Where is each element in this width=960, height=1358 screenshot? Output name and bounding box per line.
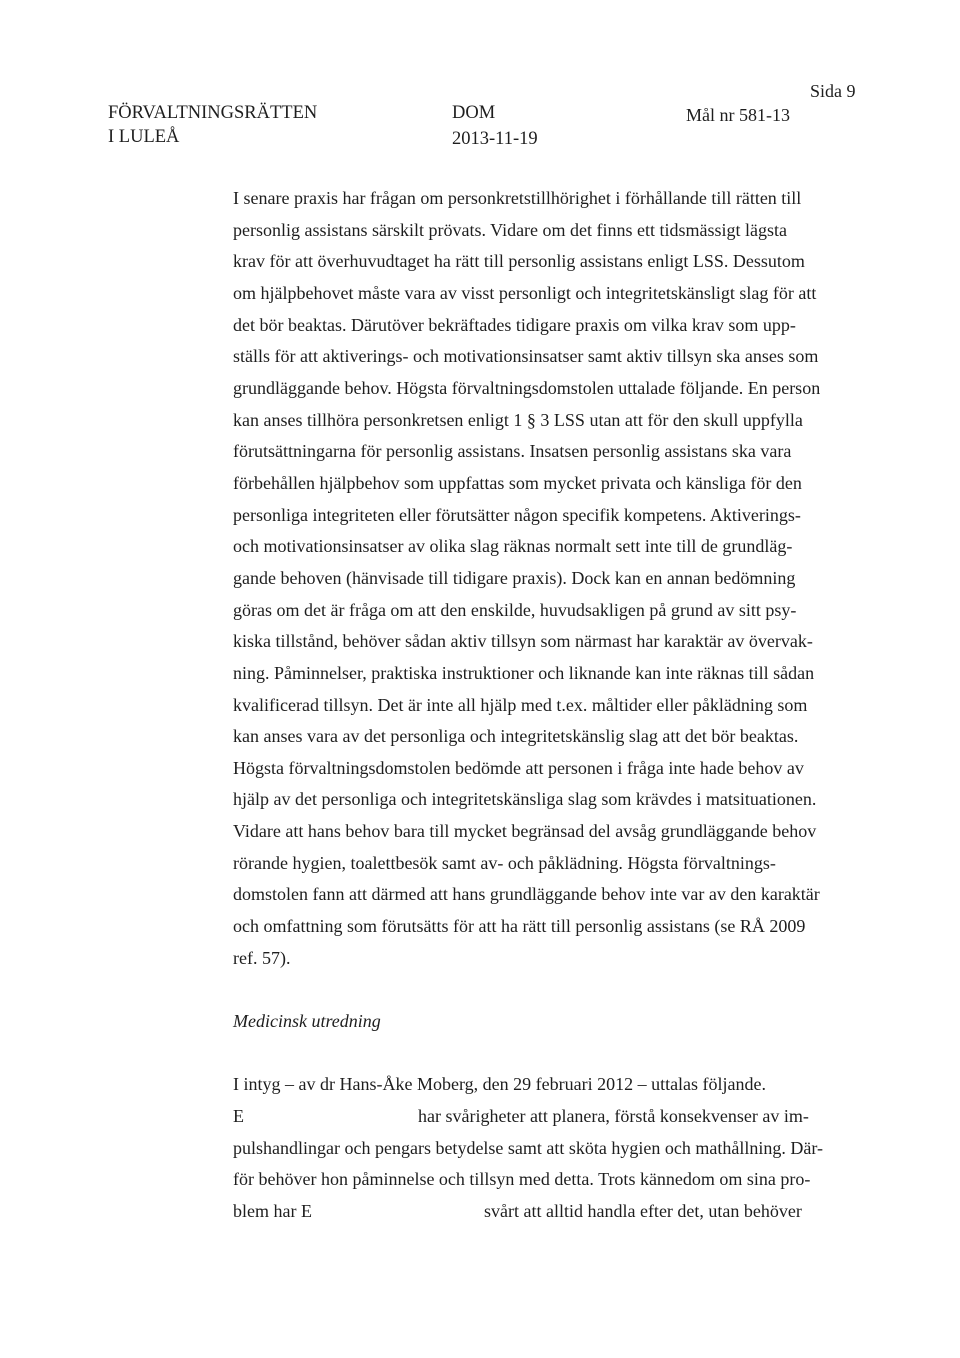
body-line: ning. Påminnelser, praktiska instruktioner och liknande kan inte räknas till sådan <box>233 662 815 683</box>
body-line: pulshandlingar och pengars betydelse samt att sköta hygien och mathållning. Där- <box>233 1137 823 1158</box>
body-line: I senare praxis har frågan om personkretstillhörighet i förhållande till rätten till <box>233 188 802 208</box>
blank-line <box>233 974 873 1006</box>
body-line: personliga integriteten eller förutsätter någon specifik kompetens. Aktiverings- <box>233 504 801 525</box>
body-line: I intyg – av dr Hans-Åke Moberg, den 29 februari 2012 – uttalas följande. <box>233 1074 767 1095</box>
blank-line <box>233 1038 873 1070</box>
document-type: DOM <box>452 103 496 123</box>
court-name: FÖRVALTNINGSRÄTTEN <box>108 103 318 123</box>
body-line: kan anses tillhöra personkretsen enligt 1 § 3 LSS utan att för den skull uppfylla <box>233 409 803 430</box>
court-city: I LULEÅ <box>108 127 180 147</box>
case-number: Mål nr 581-13 <box>686 105 790 125</box>
page-number: Sida 9 <box>810 81 856 101</box>
body-line: personlig assistans särskilt prövats. Vidare om det finns ett tidsmässigt lägsta <box>233 219 788 240</box>
body-line: Högsta förvaltningsdomstolen bedömde att personen i fråga inte hade behov av <box>233 757 804 778</box>
body-line: kan anses vara av det personliga och integritetskänslig slag att det bör beaktas. <box>233 726 799 747</box>
line-segment: E <box>233 1106 244 1127</box>
section-heading: Medicinsk utredning <box>233 1011 381 1032</box>
document-body <box>233 183 873 1228</box>
line-segment: har svårigheter att planera, förstå konsekvenser av im- <box>418 1106 809 1127</box>
document-date: 2013-11-19 <box>452 129 538 149</box>
line-segment: blem har E <box>233 1201 312 1221</box>
body-line: gande behoven (hänvisade till tidigare praxis). Dock kan en annan bedömning <box>233 567 796 588</box>
body-line: ställs för att aktiverings- och motivationsinsatser samt aktiv tillsyn ska anses som <box>233 346 819 367</box>
body-line <box>233 1196 873 1228</box>
body-line: kvalificerad tillsyn. Det är inte all hjälp med t.ex. måltider eller påklädning som <box>233 694 808 715</box>
body-line: göras om det är fråga om att den enskilde, huvudsakligen på grund av sitt psy- <box>233 599 797 620</box>
body-line: ref. 57). <box>233 947 291 968</box>
body-line: det bör beaktas. Därutöver bekräftades tidigare praxis om vilka krav som upp- <box>233 314 796 335</box>
body-line: förutsättningarna för personlig assistans. Insatsen personlig assistans ska vara <box>233 441 792 462</box>
body-line: för behöver hon påminnelse och tillsyn med detta. Trots kännedom om sina pro- <box>233 1169 811 1190</box>
body-line: grundläggande behov. Högsta förvaltningsdomstolen uttalade följande. En person <box>233 377 821 398</box>
body-line: förbehållen hjälpbehov som uppfattas som mycket privata och känsliga för den <box>233 472 802 493</box>
body-line: kiska tillstånd, behöver sådan aktiv tillsyn som närmast har karaktär av övervak- <box>233 631 813 652</box>
body-line: om hjälpbehovet måste vara av visst personligt och integritetskänsligt slag för att <box>233 282 817 303</box>
body-line: Vidare att hans behov bara till mycket begränsad del avsåg grundläggande behov <box>233 821 817 842</box>
body-line: krav för att överhuvudtaget ha rätt till personlig assistans enligt LSS. Dessutom <box>233 251 805 272</box>
body-line: och motivationsinsatser av olika slag räknas normalt sett inte till de grundläg- <box>233 536 793 557</box>
body-line <box>233 1101 873 1133</box>
body-line: hjälp av det personliga och integritetskänsliga slag som krävdes i matsituationen. <box>233 789 817 810</box>
line-segment: svårt att alltid handla efter det, utan behöver <box>484 1201 802 1221</box>
body-line: och omfattning som förutsätts för att ha rätt till personlig assistans (se RÅ 2009 <box>233 916 806 937</box>
body-line: rörande hygien, toalettbesök samt av- och påklädning. Högsta förvaltnings- <box>233 852 776 873</box>
body-line: domstolen fann att därmed att hans grundläggande behov inte var av den karaktär <box>233 884 820 905</box>
